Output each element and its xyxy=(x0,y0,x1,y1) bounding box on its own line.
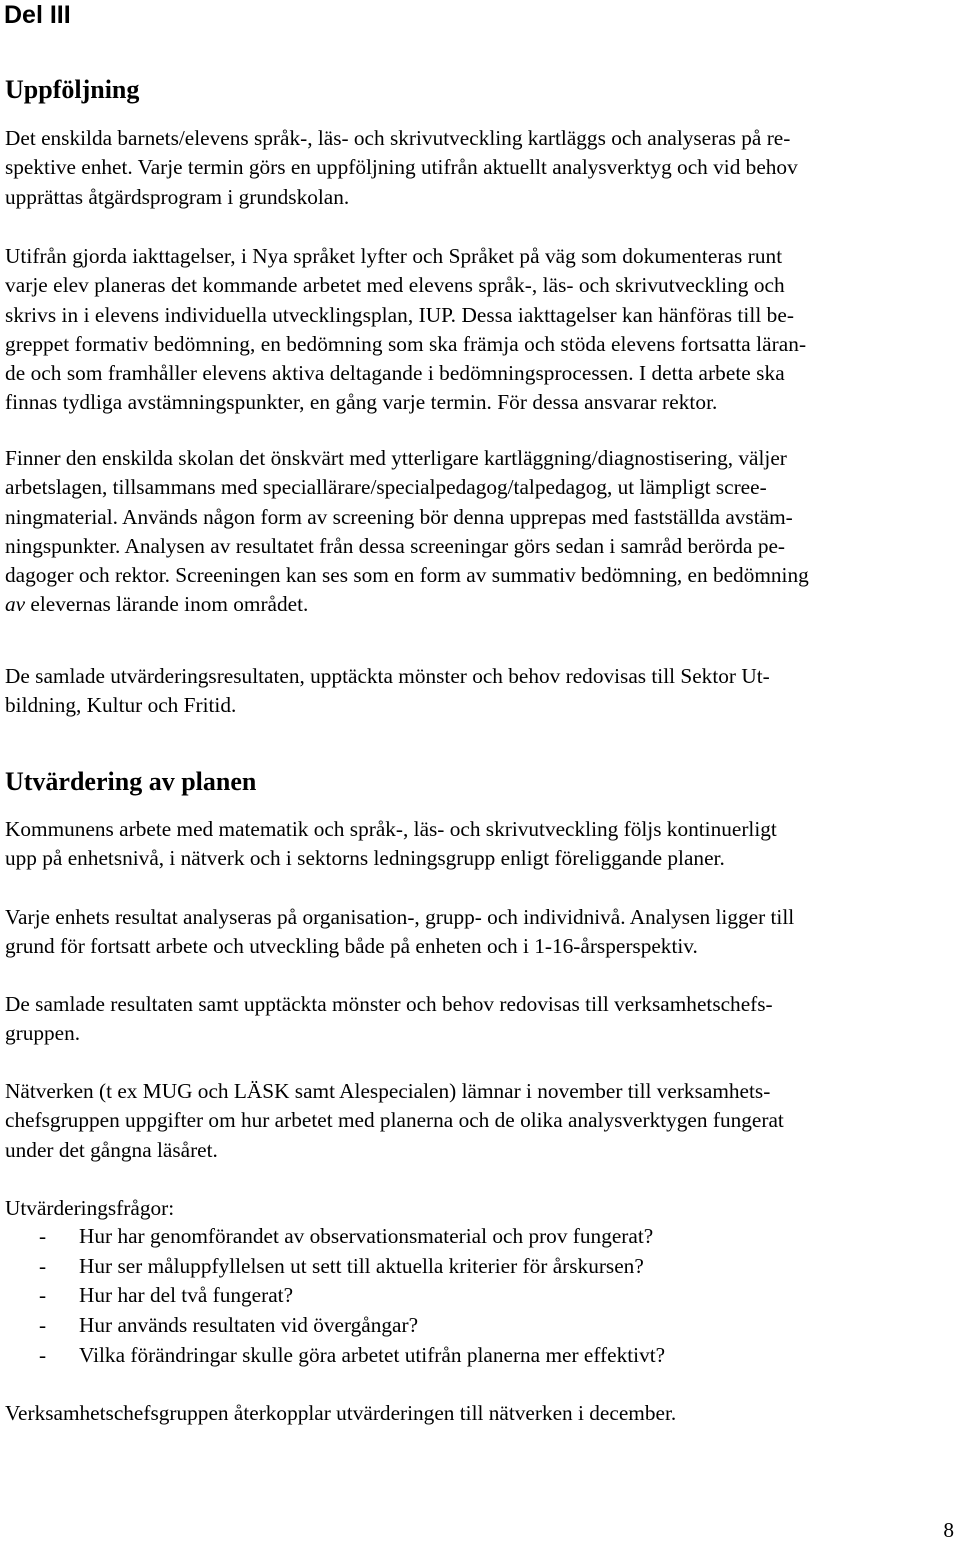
dash-bullet: - xyxy=(39,1253,47,1278)
text-line xyxy=(5,301,957,330)
question-text: Hur används resultaten vid övergångar? xyxy=(79,1313,419,1338)
text-segment: Dessa iakttagelser kan hänföras till be- xyxy=(461,302,795,327)
text-line: upp på enhetsnivå, i nätverk och i sektorns ledningsgrupp enligt föreliggande planer. xyxy=(5,846,725,871)
dash-bullet: - xyxy=(39,1224,47,1248)
text-line: De samlade resultaten samt upptäckta mönster och behov redovisas till verksamhetschefs- xyxy=(5,992,773,1016)
list-item xyxy=(5,1252,665,1282)
text-line: arbetslagen, tillsammans med speciallärare/specialpedagog/talpedagog, ut lämpligt scree- xyxy=(5,475,767,500)
text-line xyxy=(5,590,957,619)
heading-uppfoljning: Uppföljning xyxy=(5,75,140,104)
text-line: Finner den enskilda skolan det önskvärt med ytterligare kartläggning/diagnostisering, väljer xyxy=(5,446,787,470)
heading-utvardering: Utvärdering av planen xyxy=(5,767,257,796)
text-line: dagoger och rektor. Screeningen kan ses som en form av summativ bedömning, en bedömning xyxy=(5,563,809,588)
text-line: spektive enhet. Varje termin görs en uppföljning utifrån aktuellt analysverktyg och vid behov xyxy=(5,155,798,180)
dash-bullet: - xyxy=(39,1342,47,1367)
list-item xyxy=(5,1222,665,1252)
text-line: Varje enhets resultat analyseras på organisation-, grupp- och individnivå. Analysen ligger till xyxy=(5,905,795,929)
question-text: Hur har genomförandet av observationsmaterial och prov fungerat? xyxy=(79,1224,654,1248)
evaluation-questions-list xyxy=(5,1222,665,1371)
text-line: greppet formativ bedömning, en bedömning som ska främja och stöda elevens fortsatta läran- xyxy=(5,331,807,356)
paragraph-evaluation-3 xyxy=(5,990,957,1049)
text-line: under det gångna läsåret. xyxy=(5,1137,218,1162)
text-line xyxy=(5,359,957,388)
paragraph-followup-4 xyxy=(5,662,957,721)
closing-paragraph xyxy=(5,1399,957,1428)
text-line: ningspunkter. Analysen av resultatet från dessa screeningar görs sedan i samråd berörda pe- xyxy=(5,533,786,558)
dash-bullet: - xyxy=(39,1283,47,1308)
list-item xyxy=(5,1281,665,1311)
text-segment: I detta arbete ska xyxy=(638,361,785,386)
question-text: Hur ser måluppfyllelsen ut sett till aktuella kriterier för årskursen? xyxy=(79,1253,644,1278)
text-line: grund för fortsatt arbete och utveckling både på enheten och i 1-16-årsperspektiv. xyxy=(5,934,698,959)
text-segment: de och som framhåller elevens aktiva deltagande i bedömningsprocessen. xyxy=(5,361,634,386)
part-title: Del III xyxy=(4,1,71,29)
text-line: chefsgruppen uppgifter om hur arbetet med planerna och de olika analysverktygen fungerat xyxy=(5,1108,784,1133)
text-line: Kommunens arbete med matematik och språk-, läs- och skrivutveckling följs kontinuerligt xyxy=(5,817,777,841)
text-line: Utifrån gjorda iakttagelser, i Nya språket lyfter och Språket på väg som dokumenteras runt xyxy=(5,244,783,268)
text-line: Det enskilda barnets/elevens språk-, läs- och skrivutveckling kartläggs och analyseras på re- xyxy=(5,126,791,150)
paragraph-followup-1 xyxy=(5,124,957,212)
text-line: Nätverken (t ex MUG och LÄSK samt Alespecialen) lämnar i november till verksamhets- xyxy=(5,1079,771,1103)
text-segment: skrivs in i elevens individuella utvecklingsplan, IUP. xyxy=(5,302,457,327)
paragraph-followup-2 xyxy=(5,242,957,418)
text-line: upprättas åtgärdsprogram i grundskolan. xyxy=(5,184,350,209)
text-line: varje elev planeras det kommande arbetet med elevens språk-, läs- och skrivutveckling och xyxy=(5,273,785,298)
list-item xyxy=(5,1341,665,1371)
paragraph-evaluation-4 xyxy=(5,1077,957,1165)
text-line: Verksamhetschefsgruppen återkopplar utvärderingen till nätverken i december. xyxy=(5,1401,677,1425)
paragraph-followup-3 xyxy=(5,444,957,620)
text-line: bildning, Kultur och Fritid. xyxy=(5,693,237,718)
page-number: 8 xyxy=(943,1518,954,1542)
dash-bullet: - xyxy=(39,1313,47,1338)
text-line: Utvärderingsfrågor: xyxy=(5,1196,175,1220)
text-line: finnas tydliga avstämningspunkter, en gång varje termin. För dessa ansvarar rektor. xyxy=(5,390,718,415)
paragraph-evaluation-2 xyxy=(5,903,957,962)
text-segment: elevernas lärande inom området. xyxy=(25,592,309,617)
text-line: ningmaterial. Används någon form av screening bör denna upprepas med fastställda avstäm- xyxy=(5,504,793,529)
list-item xyxy=(5,1311,665,1341)
paragraph-evaluation-1 xyxy=(5,815,957,874)
italic-word: av xyxy=(5,592,26,617)
question-text: Vilka förändringar skulle göra arbetet utifrån planerna mer effektivt? xyxy=(79,1342,666,1367)
text-line: De samlade utvärderingsresultaten, upptäckta mönster och behov redovisas till Sektor Ut- xyxy=(5,664,770,688)
question-text: Hur har del två fungerat? xyxy=(79,1283,294,1308)
questions-label xyxy=(5,1194,957,1223)
text-line: gruppen. xyxy=(5,1021,81,1046)
